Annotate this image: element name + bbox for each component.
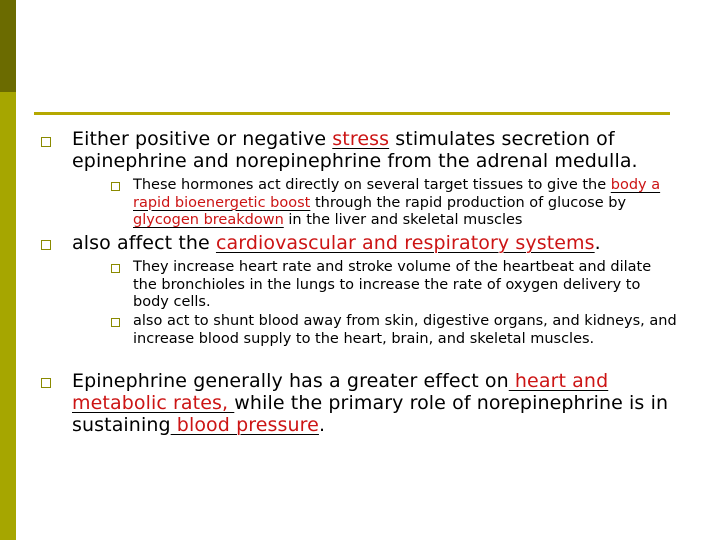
- text-segment: .: [594, 232, 601, 254]
- text-segment: .: [318, 414, 326, 436]
- bullet-text: [72, 128, 672, 172]
- link-blood-pressure[interactable]: blood pressure: [170, 414, 319, 436]
- square-bullet-icon: [41, 240, 51, 250]
- link-bioenergetic-boost[interactable]: body a rapid bioenergetic boost: [133, 177, 661, 211]
- sub-bullet-text: [133, 313, 678, 348]
- title-divider: [34, 112, 670, 115]
- bullet-text: [72, 370, 672, 436]
- bullet-text: [72, 232, 672, 254]
- text-segment: Either positive or negative: [72, 128, 333, 150]
- square-bullet-icon: [111, 318, 120, 327]
- sidebar-bottom-band: [0, 92, 16, 540]
- text-segment: They increase heart rate and stroke volume of the heartbeat and dilate the bronchioles in the lungs to increase the rate of oxygen delivery to body cells.: [133, 259, 652, 310]
- square-bullet-icon: [111, 182, 120, 191]
- text-segment: Epinephrine generally has a greater effect on: [72, 370, 509, 392]
- link-heart-metabolic-rates[interactable]: heart and metabolic rates,: [72, 370, 609, 414]
- text-segment: while the primary role of norepinephrine is in sustaining: [72, 392, 669, 436]
- text-segment: These hormones act directly on several target tissues to give the: [133, 177, 611, 193]
- text-segment: in the liver and skeletal muscles: [283, 212, 523, 228]
- text-segment: through the rapid production of glucose by: [310, 194, 627, 211]
- text-segment: stimulates secretion of epinephrine and norepinephrine from the adrenal medulla.: [72, 128, 638, 172]
- sub-bullet-text: [133, 177, 678, 230]
- link-stress[interactable]: stress: [332, 128, 390, 150]
- square-bullet-icon: [41, 137, 51, 147]
- sidebar-accent: [0, 0, 16, 540]
- text-segment: also affect the: [72, 232, 216, 254]
- sidebar-top-band: [0, 0, 16, 92]
- text-segment: also act to shunt blood away from skin, digestive organs, and kidneys, and increase blood supply to the heart, brain, and skeletal muscles.: [133, 313, 677, 347]
- link-glycogen-breakdown[interactable]: glycogen breakdown: [133, 212, 284, 228]
- link-cardiovascular-respiratory[interactable]: cardiovascular and respiratory systems: [215, 232, 595, 254]
- sub-bullet-text: [133, 259, 678, 312]
- square-bullet-icon: [41, 378, 51, 388]
- square-bullet-icon: [111, 264, 120, 273]
